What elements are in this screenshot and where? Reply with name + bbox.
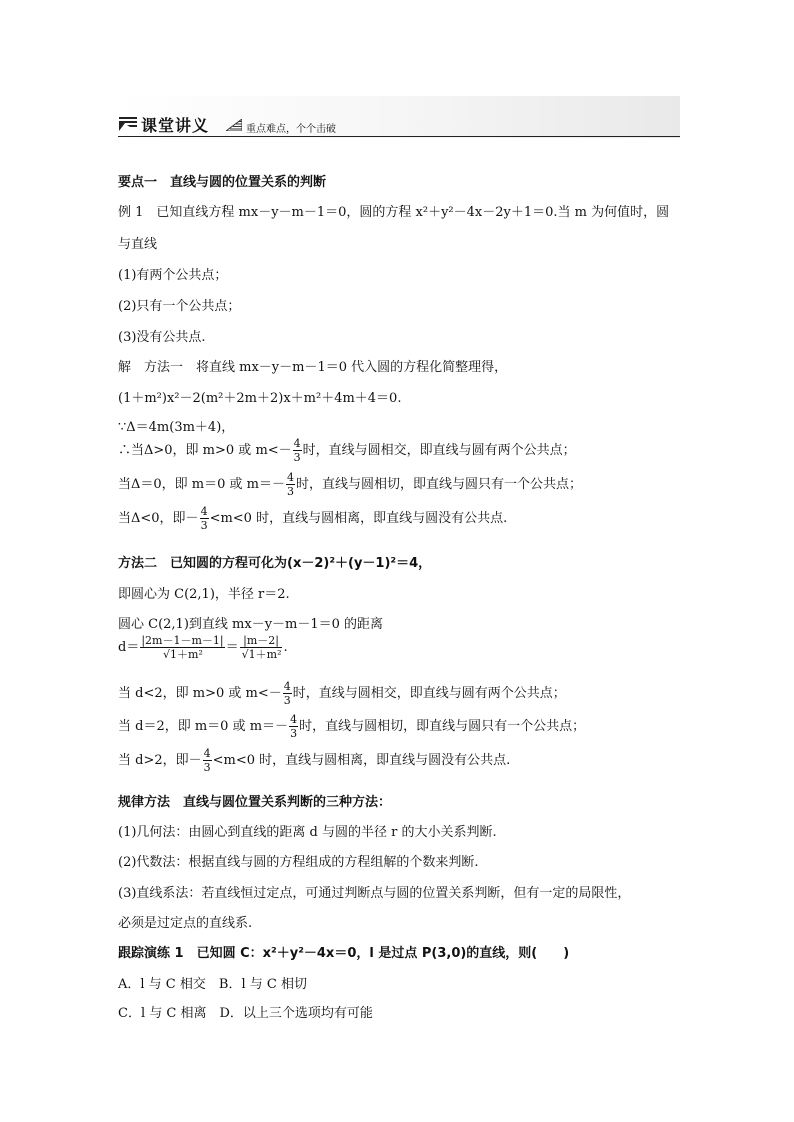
- fraction-four-thirds: [293, 437, 302, 464]
- method2-case-2: [118, 713, 585, 740]
- method2-case-3: [118, 747, 510, 774]
- case-text: 当Δ<0，即－: [118, 511, 199, 526]
- method2-distance: 圆心 C(2,1)到直线 mx－y－m－1＝0 的距离: [118, 617, 384, 632]
- fraction-denominator: [140, 648, 224, 661]
- case-text: <m<0 时，直线与圆相离，即直线与圆没有公共点.: [212, 753, 511, 768]
- method2-text: 方法二 已知圆的方程可化为(x－2)²＋(y－1)²＝4，: [118, 556, 432, 571]
- fraction-numerator: |2m－1－m－1|: [141, 634, 224, 647]
- rule-heading-text: 规律方法 直线与圆位置关系判断的三种方法：: [118, 795, 392, 810]
- fraction-numerator: 4: [283, 680, 291, 693]
- case-text: 时，直线与圆相切，即直线与圆只有一个公共点；: [299, 719, 586, 734]
- question-3: (3)没有公共点.: [118, 330, 206, 345]
- fraction-denominator: 3: [200, 519, 208, 532]
- practice-question: [118, 946, 569, 962]
- case-text: 时，直线与圆相切，即直线与圆只有一个公共点；: [295, 477, 582, 492]
- fraction-numerator: |m－2|: [240, 634, 283, 648]
- sqrt-expression: √1＋m²: [241, 648, 282, 661]
- fraction-denominator: 3: [283, 694, 291, 707]
- method1-equation: (1＋m²)x²－2(m²＋2m＋2)x＋m²＋4m＋4＝0.: [118, 391, 402, 406]
- method2-center: 即圆心为 C(2,1)，半径 r＝2.: [118, 587, 290, 602]
- sqrt-expression: √1＋m²: [163, 648, 203, 661]
- d-label: d＝: [118, 640, 140, 655]
- method1-case-2: [118, 471, 582, 498]
- practice-text: 跟踪演练 1 已知圆 C：x²＋y²－4x＝0，l 是过点 P(3,0)的直线，则( ): [118, 946, 570, 961]
- rule-item-3b: 必须是过定点的直线系.: [118, 916, 253, 931]
- triangle-stripes-icon: [226, 119, 242, 131]
- method2-intro: [118, 556, 431, 572]
- distance-fraction-2: [240, 634, 283, 661]
- fraction-numerator: 4: [200, 505, 208, 518]
- method2-case-1: [118, 680, 566, 707]
- rule-heading: [118, 795, 391, 811]
- fraction-numerator: 4: [293, 437, 301, 450]
- distance-fraction-1: [140, 634, 224, 661]
- case-text: 当 d＝2，即 m＝0 或 m＝－: [118, 719, 289, 734]
- case-text: 当 d>2，即－: [118, 753, 202, 768]
- case-text: 当 d<2，即 m>0 或 m<－: [118, 686, 282, 701]
- rule-item-1: (1)几何法：由圆心到直线的距离 d 与圆的半径 r 的大小关系判断.: [118, 825, 497, 840]
- rule-item-2: (2)代数法：根据直线与圆的方程组成的方程组解的个数来判断.: [118, 855, 479, 870]
- header-subtitle: 重点难点，个个击破: [246, 124, 336, 135]
- fraction-numerator: 4: [290, 713, 298, 726]
- example-line-1: 例 1 已知直线方程 mx－y－m－1＝0，圆的方程 x²＋y²－4x－2y＋1＝0.当 m 为何值时，圆: [118, 205, 670, 220]
- fraction-denominator: 3: [286, 485, 294, 498]
- case-text: 时，直线与圆相交，即直线与圆有两个公共点；: [302, 443, 576, 458]
- section-heading: 要点一 直线与圆的位置关系的判断: [118, 175, 327, 190]
- case-text: 当Δ＝0，即 m＝0 或 m＝－: [118, 477, 285, 492]
- rule-item-3a: (3)直线系法：若直线恒过定点，可通过判断点与圆的位置关系判断，但有一定的局限性，: [118, 886, 631, 901]
- method1-case-3: [118, 505, 507, 532]
- question-1: (1)有两个公共点；: [118, 268, 228, 283]
- case-text: 时，直线与圆相交，即直线与圆有两个公共点；: [292, 686, 566, 701]
- fraction-denominator: 3: [290, 727, 298, 740]
- distance-formula: [118, 634, 288, 661]
- fraction-numerator: 4: [203, 747, 211, 760]
- fraction-four-thirds: [283, 680, 292, 707]
- header-divider: [118, 136, 680, 137]
- fraction-four-thirds: [289, 713, 298, 740]
- case-text: <m<0 时，直线与圆相离，即直线与圆没有公共点.: [209, 511, 508, 526]
- case-text: ∴当Δ>0，即 m>0 或 m<－: [118, 443, 292, 458]
- fraction-numerator: 4: [286, 471, 294, 484]
- header-title: 课堂讲义: [141, 116, 210, 135]
- stripe-marker-icon: [119, 117, 137, 131]
- method1-intro: 解 方法一 将直线 mx－y－m－1＝0 代入圆的方程化简整理得，: [118, 360, 508, 375]
- fraction-four-thirds: [286, 471, 295, 498]
- practice-options-ab: A．l 与 C 相交 B．l 与 C 相切: [118, 977, 307, 992]
- example-line-2: 与直线: [118, 237, 158, 252]
- period: .: [283, 640, 288, 655]
- method1-delta: ∵Δ＝4m(3m＋4)，: [118, 420, 235, 435]
- equals-sign: ＝: [225, 640, 239, 655]
- fraction-denominator: 3: [293, 451, 301, 464]
- fraction-four-thirds: [200, 505, 209, 532]
- fraction-denominator: [240, 648, 283, 661]
- question-2: (2)只有一个公共点；: [118, 299, 241, 314]
- practice-options-cd: C．l 与 C 相离 D．以上三个选项均有可能: [118, 1006, 373, 1021]
- method1-case-1: [118, 437, 576, 464]
- fraction-denominator: 3: [203, 761, 211, 774]
- fraction-four-thirds: [203, 747, 212, 774]
